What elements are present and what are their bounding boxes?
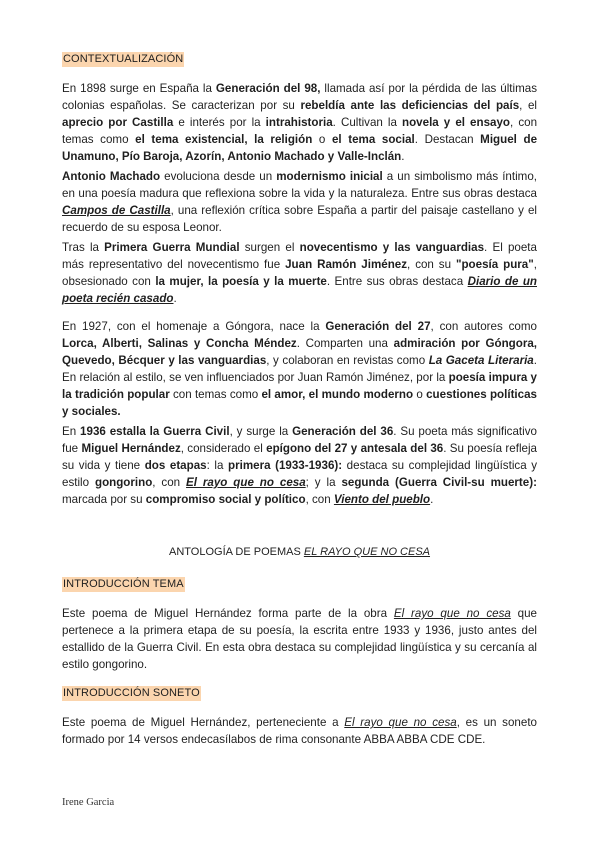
paragraph-antonio-machado: Antonio Machado evoluciona desde un modernismo inicial a un simbolismo más íntimo, en una poesía madura que reflexiona sobre la vida y la naturaleza. Entre sus obras destaca Campos de Castilla, una reflexión crítica sobre España a partir del paisaje castellano y el recuerdo de su esposa Leonor. [62, 170, 537, 234]
heading-introduccion-tema: INTRODUCCIÓN TEMA [63, 578, 184, 590]
footer-author: Irene Garcia [62, 797, 115, 808]
paragraph-novecentismo: Tras la Primera Guerra Mundial surgen el novecentismo y las vanguardias. El poeta más representativo del novecentismo fue Juan Ramón Jiménez, con su "poesía pura", obsesionado con la mujer, la poesía y la muerte. Entre sus obras destaca Diario de un poeta recién casado. [62, 241, 537, 305]
heading-contextualizacion: CONTEXTUALIZACIÓN [63, 53, 184, 65]
paragraph-generacion-27: En 1927, con el homenaje a Góngora, nace la Generación del 27, con autores como Lorca, Alberti, Salinas y Concha Méndez. Comparten una admiración por Góngora, Quevedo, Bécquer y las vanguardias, y colaboran en revistas como La Gaceta Literaria. En relación al estilo, se ven influenciados por Juan Ramón Jiménez, por la poesía impura y la tradición popular con temas como el amor, el mundo moderno o cuestiones políticas y sociales. [62, 320, 538, 418]
paragraph-intro-tema: Este poema de Miguel Hernández forma parte de la obra El rayo que no cesa que pertenece a la primera etapa de su poesía, la escrita entre 1933 y 1936, justo antes del estallido de la Guerra Civil. En esta obra destaca su complejidad lingüística y su cercanía al estilo gongorino. [62, 607, 538, 671]
paragraph-generacion-36: En 1936 estalla la Guerra Civil, y surge la Generación del 36. Su poeta más significativo fue Miguel Hernández, considerado el epígono del 27 y antesala del 36. Su poesía refleja su vida y tiene dos etapas: la primera (1933-1936): destaca su complejidad lingüística y estilo gongorino, con El rayo que no cesa; y la segunda (Guerra Civil-su muerte): marcada por su compromiso social y político, con Viento del pueblo. [62, 425, 538, 506]
anthology-title: ANTOLOGÍA DE POEMAS EL RAYO QUE NO CESA [168, 546, 431, 558]
paragraph-intro-soneto: Este poema de Miguel Hernández, perteneciente a El rayo que no cesa, es un soneto formado por 14 versos endecasílabos de rima consonante ABBA ABBA CDE CDE. [62, 716, 537, 746]
paragraph-generacion-98: En 1898 surge en España la Generación del 98, llamada así por la pérdida de las últimas colonias españolas. Se caracterizan por su rebeldía ante las deficiencias del país, el aprecio por Castilla e interés por la intrahistoria. Cultivan la novela y el ensayo, con temas como el tema existencial, la religión o el tema social. Destacan Miguel de Unamuno, Pío Baroja, Azorín, Antonio Machado y Valle-Inclán. [62, 82, 538, 163]
heading-introduccion-soneto: INTRODUCCIÓN SONETO [63, 687, 200, 699]
